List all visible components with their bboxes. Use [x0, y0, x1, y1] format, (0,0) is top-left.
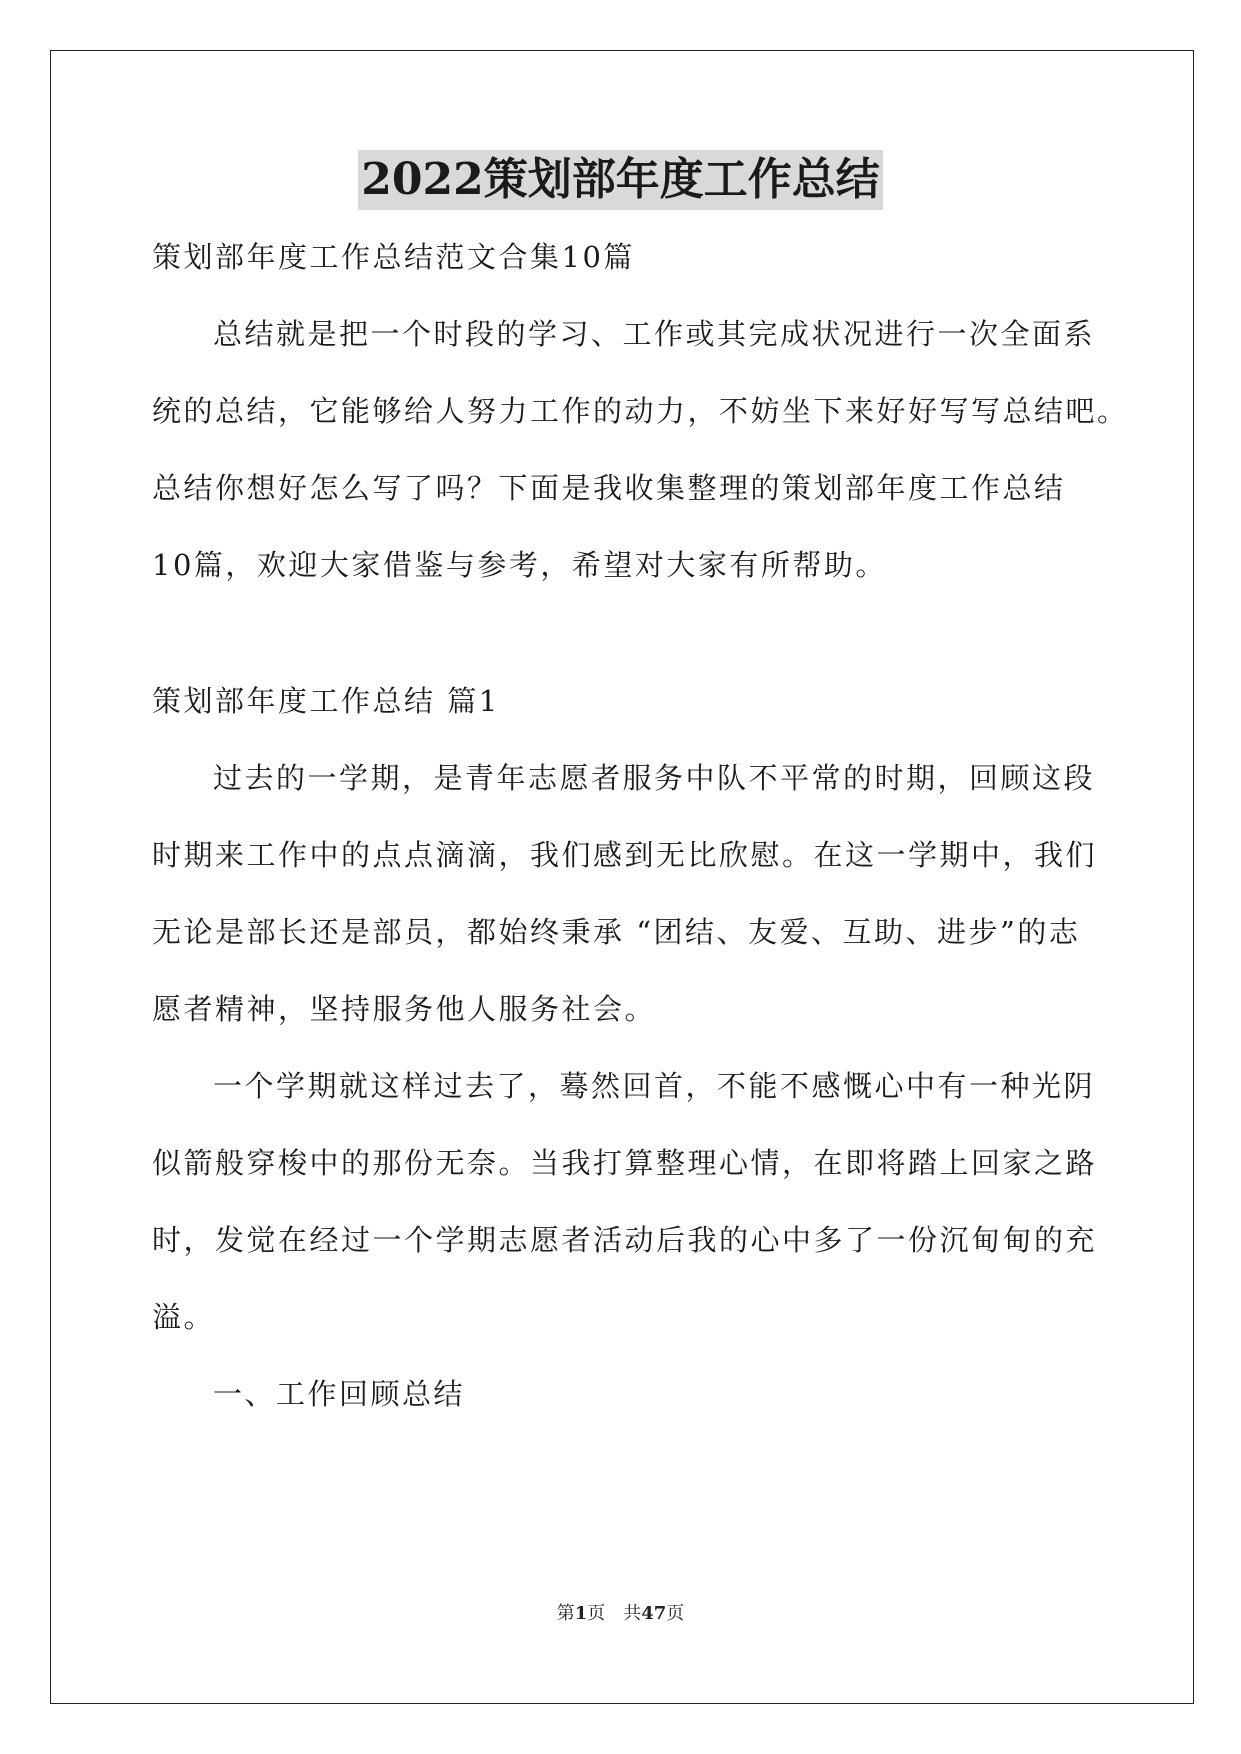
para1-line-1: 过去的一学期，是青年志愿者服务中队不平常的时期，回顾这段	[213, 761, 1096, 795]
para1-line-2: 时期来工作中的点点滴滴，我们感到无比欣慰。在这一学期中，我们	[152, 838, 1098, 872]
page-border	[50, 50, 1194, 1704]
document-subtitle: 策划部年度工作总结范文合集10篇	[152, 240, 635, 274]
para2-line-2: 似箭般穿梭中的那份无奈。当我打算整理心情，在即将踏上回家之路	[152, 1146, 1098, 1180]
page-suffix: 页	[587, 1603, 606, 1624]
title-container	[0, 150, 1241, 210]
subheading: 一、工作回顾总结	[213, 1377, 466, 1411]
para2-line-4: 溢。	[152, 1300, 216, 1334]
para2-line-1: 一个学期就这样过去了，蓦然回首，不能不感慨心中有一种光阴	[213, 1069, 1096, 1103]
para1-line-3: 无论是部长还是部员，都始终秉承 “团结、友爱、互助、进步”的志	[152, 915, 1081, 949]
total-pages: 47	[641, 1603, 667, 1624]
intro-line-3: 总结你想好怎么写了吗？下面是我收集整理的策划部年度工作总结	[152, 471, 1066, 505]
page-prefix: 第	[556, 1603, 575, 1624]
intro-line-2: 统的总结，它能够给人努力工作的动力，不妨坐下来好好写写总结吧。	[152, 394, 1129, 428]
page-footer	[0, 1602, 1241, 1626]
intro-line-1: 总结就是把一个时段的学习、工作或其完成状况进行一次全面系	[213, 317, 1096, 351]
page-number: 1	[574, 1603, 588, 1624]
total-suffix: 页	[666, 1603, 685, 1624]
total-prefix: 共	[623, 1603, 642, 1624]
section-heading: 策划部年度工作总结 篇1	[152, 684, 500, 718]
intro-line-4: 10篇，欢迎大家借鉴与参考，希望对大家有所帮助。	[152, 548, 887, 582]
document-title: 2022策划部年度工作总结	[358, 150, 882, 210]
para2-line-3: 时，发觉在经过一个学期志愿者活动后我的心中多了一份沉甸甸的充	[152, 1223, 1098, 1257]
para1-line-4: 愿者精神，坚持服务他人服务社会。	[152, 992, 657, 1026]
